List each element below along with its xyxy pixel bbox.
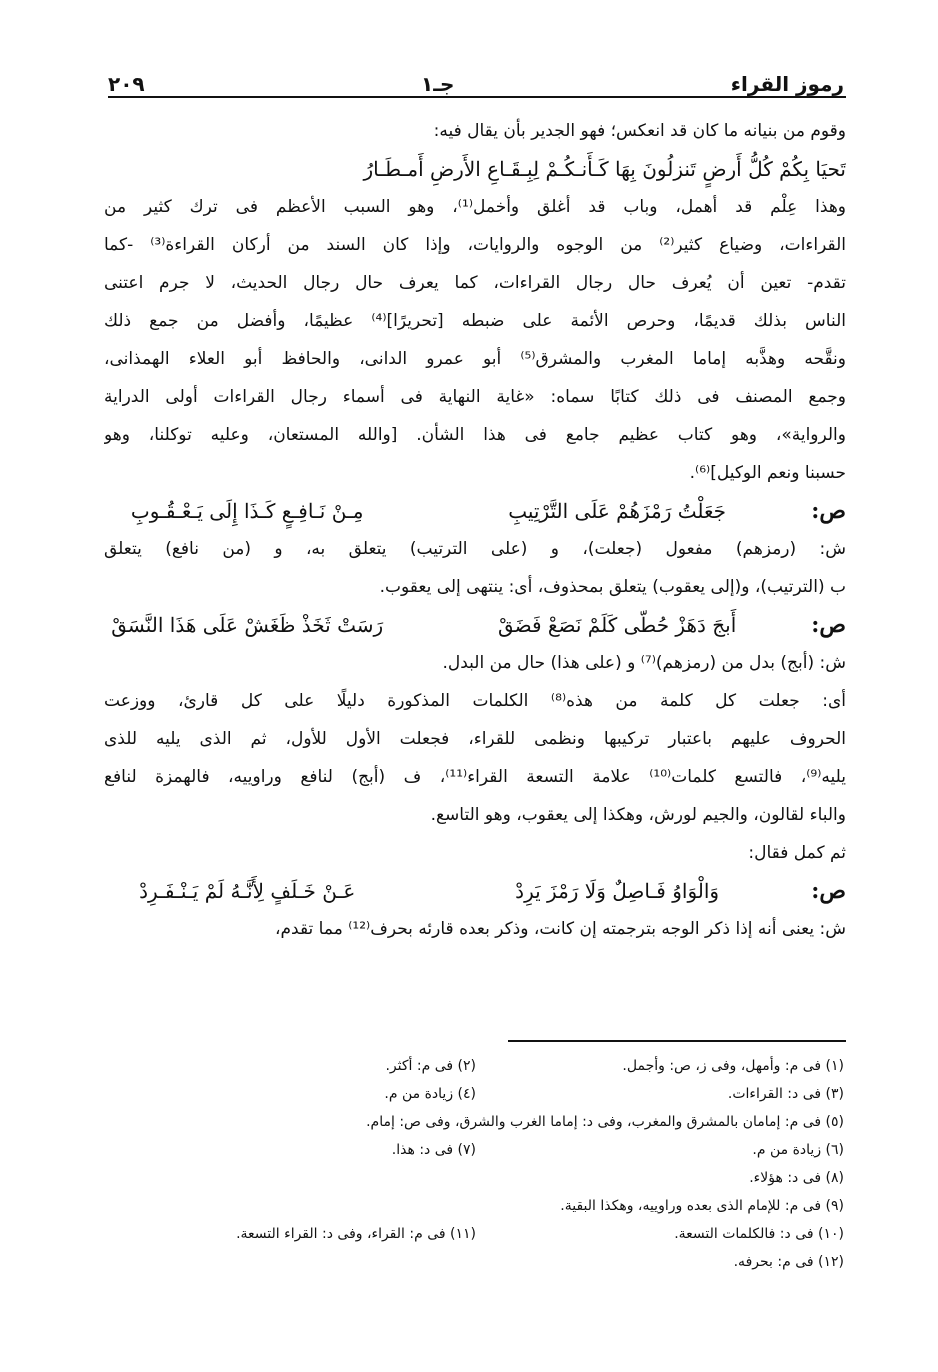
page-number: ٢٠٩: [108, 72, 145, 96]
poem-verse: تَحيَا بِكُمْ كُلُّ أَرضٍ تَنزلُونَ بِهَا كَـأَنـكُـمْ لِبِـقَـاعِ الأَرضِ أَمـطَـارُ: [363, 157, 846, 181]
footnote-row: [108, 1136, 844, 1164]
footnote: (٩) فى م: للإمام الذى بعده وراوييه، وهكذا البقية.: [560, 1198, 844, 1214]
commentary-line: ش: يعنى أنه إذا ذكر الوجه بترجمته إن كانت، وذكر بعده قارئه بحرف⁽¹²⁾ مما تقدم،: [275, 919, 846, 939]
footnote: (٤) زيادة من م.: [384, 1086, 476, 1102]
footnote-row: [108, 1052, 844, 1080]
book-title: رموز القراء: [730, 72, 844, 96]
page-header: [108, 58, 844, 94]
footnote: (١) فى م: وأمهل، وفى ز، ص: وأجمل.: [622, 1058, 844, 1074]
footnote: (٢) فى م: أكثر.: [385, 1058, 476, 1074]
footnote: (٨) فى د: هؤلاء.: [749, 1170, 844, 1186]
footnote-row: [108, 1080, 844, 1108]
footnote: (٧) فى د: هذا.: [391, 1142, 476, 1158]
text-line: وهذا عِلْم قد أهمل، وباب قد أغلق وأخمل⁽¹⁾، وهو السبب الأعظم فى ترك كثير من: [104, 197, 846, 217]
footnote: (١٢) فى م: بحرفه.: [733, 1254, 844, 1270]
hemistich-second: مِـنْ نَـافِـعٍ كَـذَا إِلَى يَـعْـقُـوبِ: [130, 499, 364, 523]
text-line: القراءات، وضياع كثير⁽²⁾ من الوجوه والروايات، وإذا كان السند من أركان القراءة⁽³⁾ -كما: [104, 235, 846, 255]
footnote-row: [108, 1220, 844, 1248]
text-line: ثم كمل فقال:: [748, 843, 846, 863]
footnote-row: [108, 1248, 844, 1276]
text-line: أى: جعلت كل كلمة من هذه⁽⁸⁾ الكلمات المذكورة دليلًا على كل قارئ، ووزعت: [104, 691, 846, 711]
main-text: [104, 112, 846, 948]
footnote-row: [108, 1164, 844, 1192]
text-line: ونقَّحه وهذَّبه إماما المغرب والمشرق⁽⁵⁾ أبو عمرو الدانى، والحافظ أبو العلاء الهمذانى،: [104, 349, 846, 369]
footnote: (٦) زيادة من م.: [752, 1142, 844, 1158]
commentary-line: ب (الترتيب)، و(إلى يعقوب) يتعلق بمحذوف، أى: ينتهى إلى يعقوب.: [379, 577, 846, 597]
footnote-row: [108, 1192, 844, 1220]
text-line: تقدم- تعين أن يُعرف حال رجال القراءات، كما يعرف حال رجال الحديث، لا جرم اعتنى: [104, 273, 846, 293]
verse-2: [104, 606, 846, 644]
text-line: وقوم من بنيانه ما كان قد انعكس؛ فهو الجدير بأن يقال فيه:: [433, 121, 846, 141]
footnote: (٥) فى م: إمامان بالمشرق والمغرب، وفى د: إماما الغرب والشرق، وفى ص: إمام.: [366, 1114, 844, 1130]
footnote-row: [108, 1108, 844, 1136]
footnote-rule: [508, 1040, 846, 1042]
hemistich-first: وَالْوَاوُ فَـاصِلٌ وَلَا رَمْزَ يَرِدْ: [515, 879, 720, 903]
text-line: الحروف عليهم باعتبار تركيبها ونظمى للقراء، فجعلت الأول للأول، ثم الذى يليه للذى: [104, 729, 846, 749]
commentary-line: ش: (أبج) بدل من (رمزهم)⁽⁷⁾ و (على هذا) حال من البدل.: [442, 653, 846, 673]
footnotes: [108, 1052, 844, 1276]
hemistich-second: عَـنْ خَـلَفٍ لِأَنَّـهُ لَمْ يَـنْـفَـرِدْ: [139, 879, 356, 903]
hemistich-first: أَبجَ دَهَزْ حُطّى كَلَمْ نَصَعْ فَضَقْ: [497, 613, 737, 637]
text-line: حسبنا ونعم الوكيل]⁽⁶⁾.: [689, 463, 846, 483]
verse-tag: ص:: [811, 878, 846, 904]
verse-tag: ص:: [811, 612, 846, 638]
volume-label: جـ١: [420, 72, 455, 96]
text-line: والباء لقالون، والجيم لورش، وهكذا إلى يعقوب، وهو التاسع.: [430, 805, 846, 825]
text-line: والرواية»، وهو كتاب عظيم جامع فى هذا الشأن. [والله المستعان، وعليه توكلنا، وهو: [104, 425, 846, 445]
verse-1: [104, 492, 846, 530]
footnote: (١١) فى م: القراء، وفى د: القراء التسعة.: [236, 1226, 476, 1242]
header-rule: [108, 96, 846, 98]
verse-tag: ص:: [811, 498, 846, 524]
footnote: (١٠) فى د: فالكلمات التسعة.: [674, 1226, 844, 1242]
footnote: (٣) فى د: القراءات.: [727, 1086, 844, 1102]
text-line: وجمع المصنف فى ذلك كتابًا سماه: «غاية النهاية فى أسماء رجال القراءات أولى الدراية: [104, 387, 846, 407]
text-line: يليه⁽⁹⁾، فالتسع كلمات⁽¹⁰⁾ علامة التسعة القراء⁽¹¹⁾، ف (أبج) لنافع وراوييه، فالهمزة لنافع: [104, 767, 846, 787]
hemistich-first: جَعَلْتُ رَمْزَهُمْ عَلَى التَّرْتِيبِ: [508, 499, 727, 523]
text-line: الناس بذلك قديمًا، وحرص الأئمة على ضبطه [تحريرًا]⁽⁴⁾ عظيمًا، وأفضل من جمع ذلك: [104, 311, 846, 331]
commentary-line: ش: (رمزهم) مفعول (جعلت)، و (على الترتيب) يتعلق به، و (من نافع) يتعلق: [104, 539, 846, 559]
verse-3: [104, 872, 846, 910]
hemistich-second: رَسَتْ ثَخَذْ ظَغَشْ عَلَى هَذَا النَّسَقْ: [111, 613, 384, 637]
